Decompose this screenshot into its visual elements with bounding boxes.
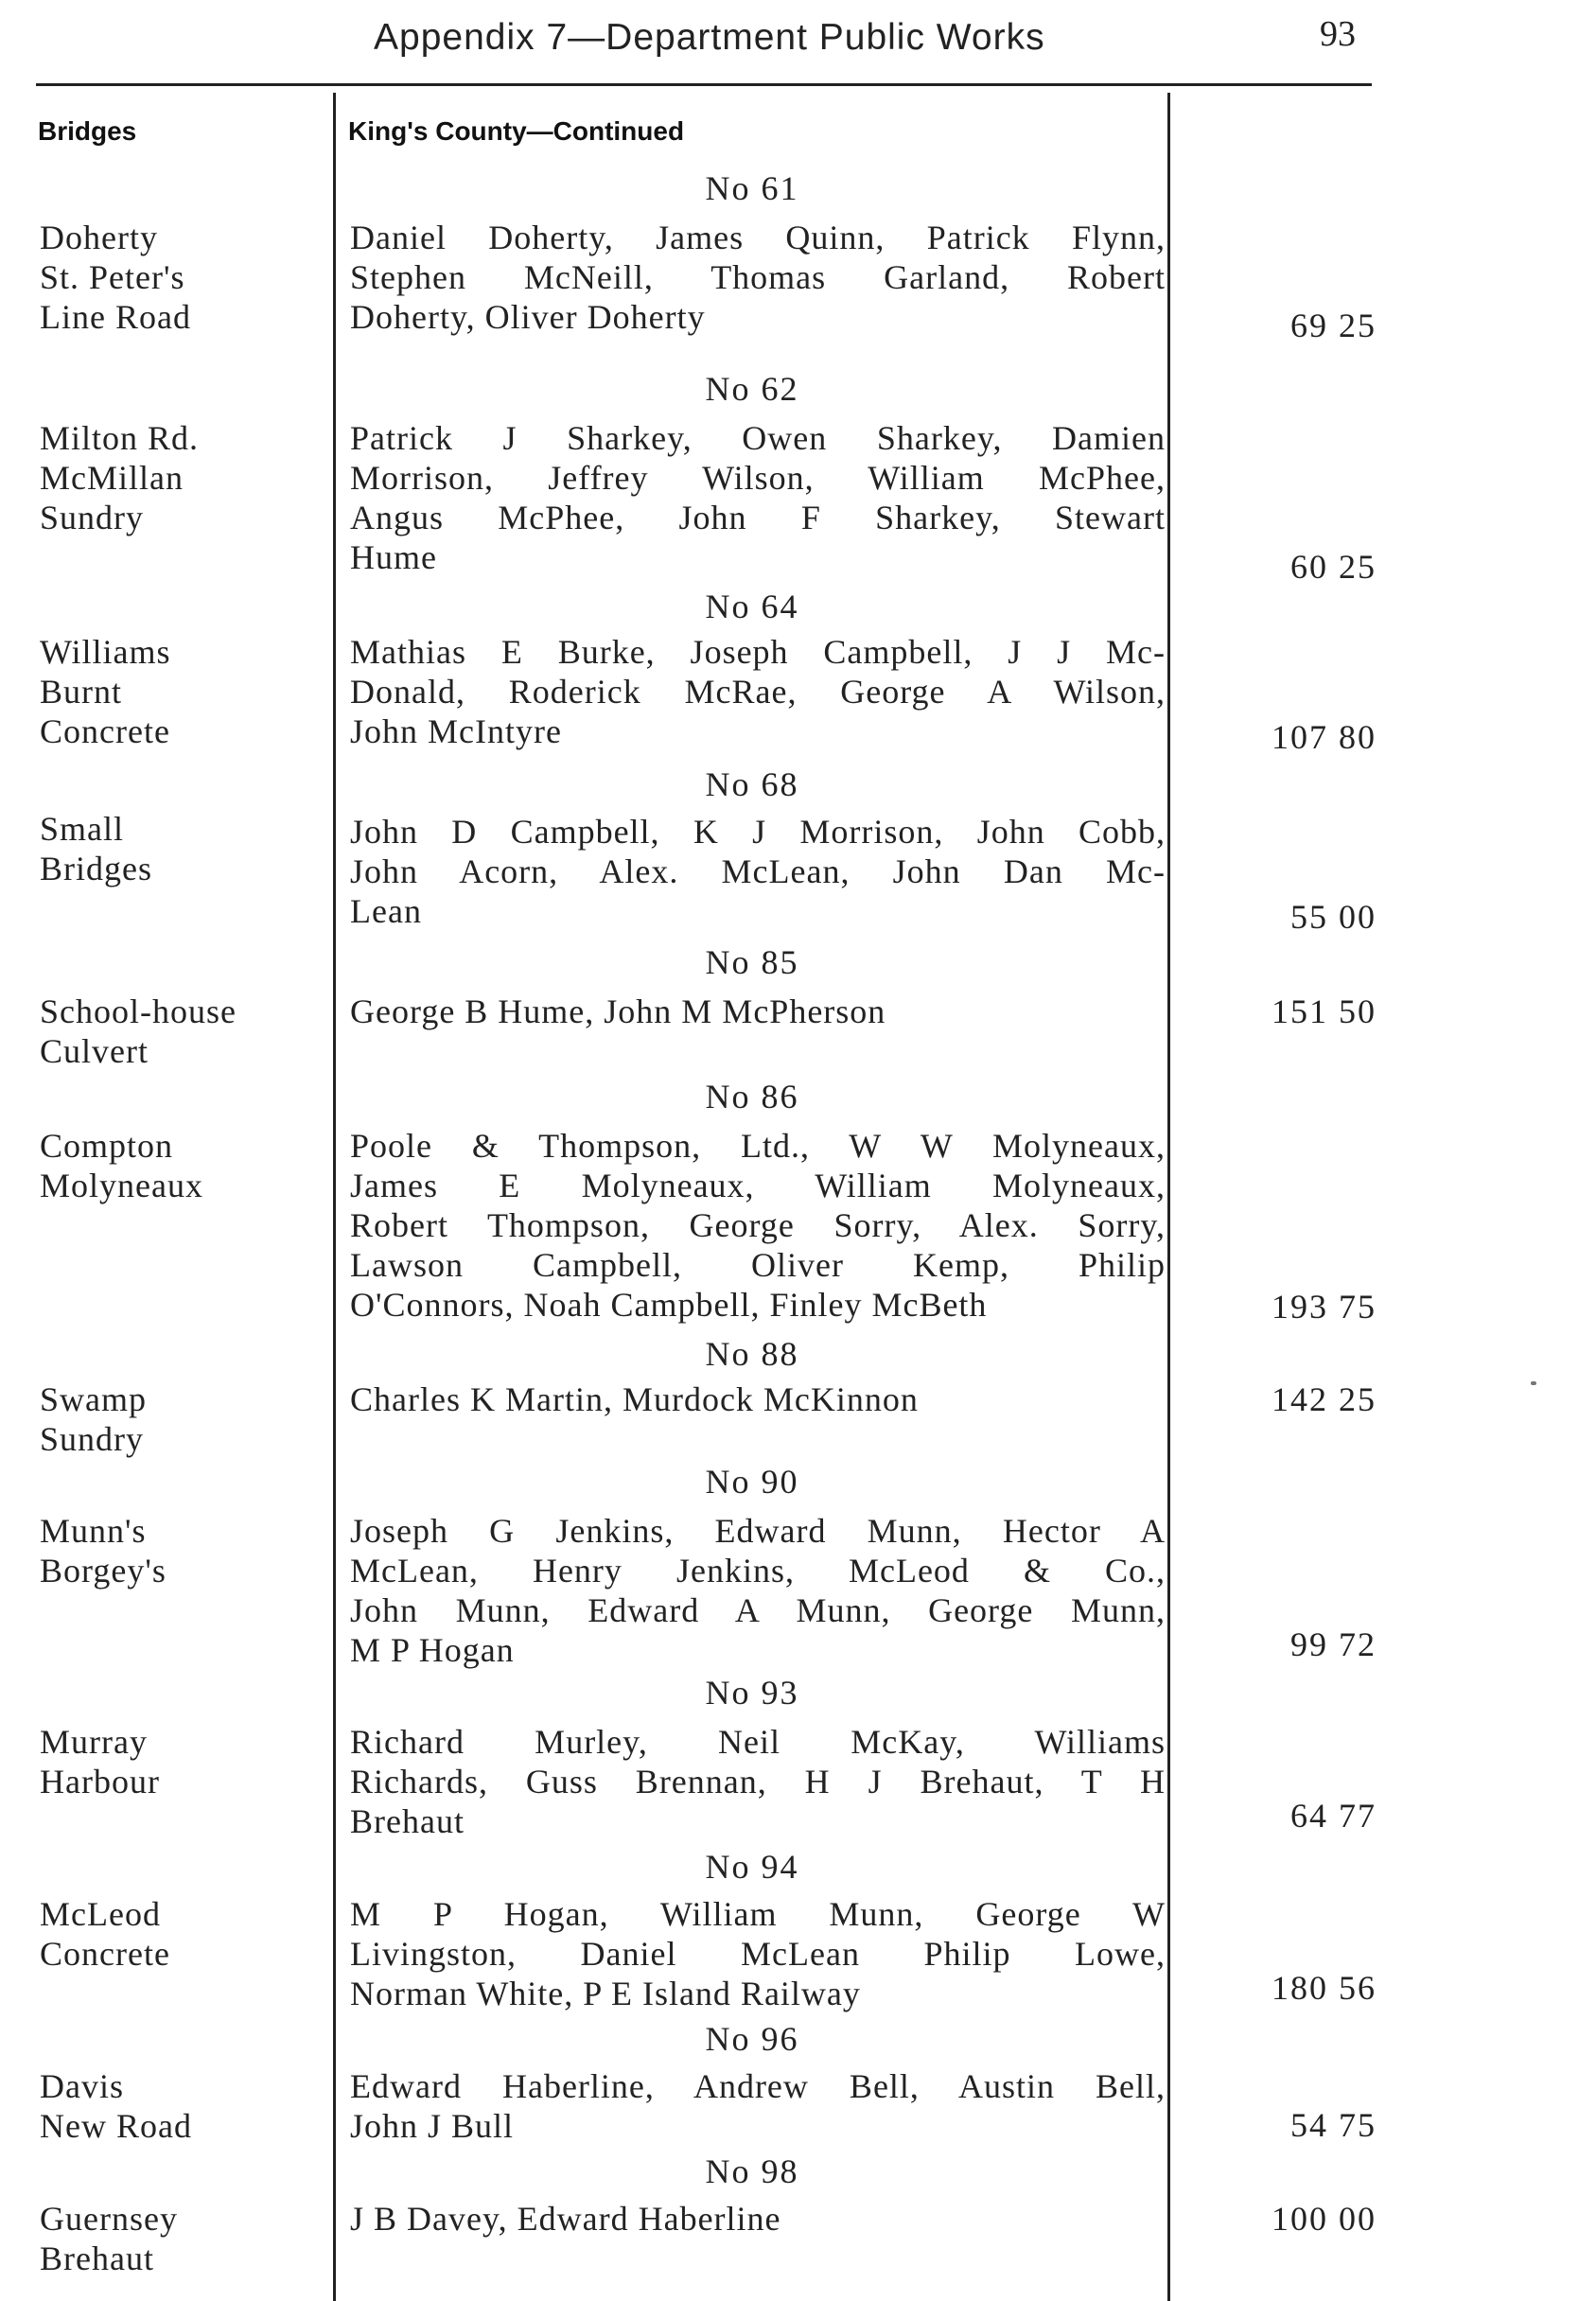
bridge-name-line: Sundry (40, 1420, 145, 1458)
amount: 69 25 (1290, 307, 1377, 344)
bridge-name (40, 992, 324, 1071)
bridge-name-line: Murray (40, 1723, 148, 1761)
workers-line: Edward Haberline, Andrew Bell, Austin Bell, (350, 2067, 1166, 2105)
page-number: 93 (1320, 14, 1356, 54)
bridge-name (40, 1126, 324, 1205)
workers-line: M P Hogan (350, 1631, 515, 1669)
bridge-name (40, 809, 324, 888)
workers-line: Doherty, Oliver Doherty (350, 298, 706, 336)
bridge-name-line: Swamp (40, 1380, 147, 1418)
workers-line: Hume (350, 538, 437, 576)
workers-list (350, 1894, 1166, 2013)
entry-number: No 94 (705, 1848, 799, 1886)
bridge-name (40, 1894, 324, 1974)
bridges-column-header: Bridges (38, 116, 137, 146)
bridge-name (40, 2066, 324, 2146)
workers-list (350, 218, 1166, 337)
workers-line: Richards, Guss Brennan, H J Brehaut, T H (350, 1763, 1166, 1800)
bridge-name-line: Munn's (40, 1512, 147, 1550)
bridge-name-line: Small (40, 810, 125, 848)
bridge-name (40, 218, 324, 337)
workers-line: John McIntyre (350, 712, 562, 750)
amount: 99 72 (1290, 1625, 1377, 1663)
workers-line: John J Bull (350, 2107, 515, 2145)
workers-list (350, 812, 1166, 931)
bridge-name-line: Culvert (40, 1032, 149, 1070)
workers-list (350, 992, 1166, 1031)
amount: 151 50 (1272, 992, 1377, 1030)
workers-line: Charles K Martin, Murdock McKinnon (350, 1380, 919, 1418)
entry-number: No 64 (705, 588, 799, 625)
entry-number: No 90 (705, 1463, 799, 1501)
workers-list (350, 1379, 1166, 1419)
workers-line: Donald, Roderick McRae, George A Wilson, (350, 673, 1166, 711)
workers-line: George B Hume, John M McPherson (350, 992, 886, 1030)
workers-line: Brehaut (350, 1802, 465, 1840)
bridge-name-line: Guernsey (40, 2200, 178, 2238)
county-column-header: King's County—Continued (348, 116, 685, 146)
entry-number: No 86 (705, 1078, 799, 1115)
workers-line: Daniel Doherty, James Quinn, Patrick Flynn, (350, 219, 1166, 256)
workers-list (350, 1511, 1166, 1670)
workers-line: Joseph G Jenkins, Edward Munn, Hector A (350, 1512, 1166, 1550)
workers-line: Livingston, Daniel McLean Philip Lowe, (350, 1935, 1166, 1973)
bridge-name (40, 632, 324, 751)
entry-number: No 61 (705, 169, 799, 207)
workers-list (350, 1126, 1166, 1325)
bridge-name-line: Compton (40, 1127, 174, 1165)
bridge-name-line: Harbour (40, 1763, 160, 1800)
workers-line: Angus McPhee, John F Sharkey, Stewart (350, 499, 1166, 536)
workers-list (350, 2199, 1166, 2239)
workers-line: John D Campbell, K J Morrison, John Cobb, (350, 813, 1166, 851)
bridge-name-line: Borgey's (40, 1552, 167, 1590)
entry-number: No 88 (705, 1335, 799, 1373)
bridge-name-line: McLeod (40, 1895, 161, 1933)
workers-line: Poole & Thompson, Ltd., W W Molyneaux, (350, 1127, 1166, 1165)
workers-line: Mathias E Burke, Joseph Campbell, J J Mc- (350, 633, 1166, 671)
workers-line: Patrick J Sharkey, Owen Sharkey, Damien (350, 419, 1166, 457)
print-speck (1531, 1381, 1536, 1385)
bridge-name-line: Concrete (40, 1935, 170, 1973)
bridge-name-line: Milton Rd. (40, 419, 200, 457)
workers-line: Norman White, P E Island Railway (350, 1975, 861, 2012)
amount: 193 75 (1272, 1288, 1377, 1326)
bridge-name-line: Williams (40, 633, 171, 671)
bridge-name (40, 2199, 324, 2278)
bridge-name-line: New Road (40, 2107, 192, 2145)
amount: 55 00 (1290, 898, 1377, 936)
workers-line: Lean (350, 892, 422, 930)
bridge-name (40, 1511, 324, 1590)
running-title: Appendix 7—Department Public Works (374, 17, 1045, 58)
entry-number: No 98 (705, 2152, 799, 2190)
amount: 142 25 (1272, 1380, 1377, 1418)
workers-list (350, 2066, 1166, 2146)
bridge-name-line: Concrete (40, 712, 170, 750)
workers-line: Richard Murley, Neil McKay, Williams (350, 1723, 1166, 1761)
amount: 64 77 (1290, 1797, 1377, 1835)
workers-line: Morrison, Jeffrey Wilson, William McPhee, (350, 459, 1166, 497)
workers-line: J B Davey, Edward Haberline (350, 2200, 781, 2238)
bridge-name-line: Sundry (40, 499, 145, 536)
bridge-name-line: Brehaut (40, 2240, 154, 2277)
workers-list (350, 418, 1166, 577)
workers-line: O'Connors, Noah Campbell, Finley McBeth (350, 1286, 988, 1324)
bridge-name (40, 1722, 324, 1801)
workers-line: Stephen McNeill, Thomas Garland, Robert (350, 258, 1166, 296)
entry-number: No 96 (705, 2020, 799, 2058)
workers-line: McLean, Henry Jenkins, McLeod & Co., (350, 1552, 1166, 1590)
amount: 180 56 (1272, 1969, 1377, 2007)
entry-number: No 68 (705, 765, 799, 803)
bridge-name (40, 418, 324, 537)
workers-line: Robert Thompson, George Sorry, Alex. Sorry, (350, 1206, 1166, 1244)
workers-line: James E Molyneaux, William Molyneaux, (350, 1167, 1166, 1204)
workers-line: John Acorn, Alex. McLean, John Dan Mc- (350, 852, 1166, 890)
bridge-name-line: Burnt (40, 673, 123, 711)
amount: 107 80 (1272, 718, 1377, 756)
bridge-name-line: St. Peter's (40, 258, 185, 296)
amount: 54 75 (1290, 2106, 1377, 2144)
bridge-name-line: Doherty (40, 219, 158, 256)
bridge-name-line: Line Road (40, 298, 191, 336)
workers-line: Lawson Campbell, Oliver Kemp, Philip (350, 1246, 1166, 1284)
bridge-name-line: Bridges (40, 850, 152, 887)
workers-line: M P Hogan, William Munn, George W (350, 1895, 1166, 1933)
entry-number: No 85 (705, 943, 799, 981)
amount: 60 25 (1290, 548, 1377, 586)
bridge-name-line: Molyneaux (40, 1167, 203, 1204)
amount: 100 00 (1272, 2200, 1377, 2238)
bridge-name-line: School-house (40, 992, 237, 1030)
workers-list (350, 1722, 1166, 1841)
workers-line: John Munn, Edward A Munn, George Munn, (350, 1591, 1166, 1629)
workers-list (350, 632, 1166, 751)
entry-number: No 62 (705, 370, 799, 408)
entry-number: No 93 (705, 1674, 799, 1712)
bridge-name (40, 1379, 324, 1459)
bridge-name-line: Davis (40, 2067, 124, 2105)
bridge-name-line: McMillan (40, 459, 184, 497)
